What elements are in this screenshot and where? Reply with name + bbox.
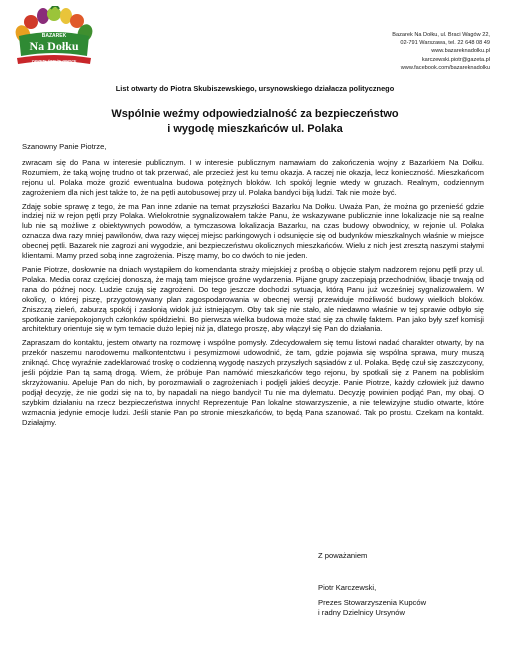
paragraph: Zapraszam do kontaktu, jestem otwarty na rozmowę i wspólne pomysły. Zdecydowałem się temu listowi nadać charakter otwarty, by na przekór naszemu narodowemu malkontentctwu i pesymizmowi udowodnić, że tam, gdzie pojawia się wspólna sprawa, mury muszą zniknąć. Chcę wyraźnie zadeklarować troskę o codzienną wygodę naszych przyszłych sąsiadów z ul. Polaka. Będę czuł się zaszczycony, jeśli pójdzie Pan tą samą drogą. Wiem, że próbuje Pan namówić mieszkańców tego rejonu, by spotkali się z Panem na pobliskim skrzyżowaniu. Apeluje Pan do nich, by porozmawiali o zagrożeniach i podjęli jakieś decyzje. Panie Piotrze, każdy człowiek już dawno podjął decyzję, że nie godzi się na to, by napadali na niego bandyci! Tu nie ma dylematu. Decyzję powinien podjąć Pan, my obaj. O szybkim działaniu na rzecz bezpieczeństwa innych! Reprezentuje Pan lokalne stowarzyszenie, a nie telewizyjne studio otwarte, które wzmacnia jedynie emocje ludzi. Jeśli stanie Pan po stronie mieszkańców, to będą Pana szanować. Tak po prostu. Czekam na kontakt. Działajmy. [22, 338, 484, 427]
letter-body [22, 142, 484, 431]
paragraph: Panie Piotrze, dosłownie na dniach wystąpiłem do komendanta straży miejskiej z prośbą o objęcie stałym nadzorem rejonu pętli przy ul. Polaka. Media coraz częściej donoszą, że mają tam miejsce groźne wydarzenia. Pijane grupy zaczepiają przechodniów, libacje trwają od rana do późnej nocy. Ludzie czują się zagrożeni. Do tego jeszcze dochodzi sytuacja, którą Panu już wcześniej sygnalizowałem. W okolicy, o której piszę, przygotowywany plan zagospodarowania w obecnej wersji przewiduje możliwość budowy wielkich bloków. Zniszczą zieleń, zaburzą spokój i zasłonią widok już istniejącym. Oby tak się nie stało, ale niedawno właśnie w tej sprawie odbyło się spotkanie zaniepokojonych członków spółdzielni. Bo pierwsza wielka budowa może stać się za chwilę faktem. Pan jako były szef komisji architektury orientuje się w tym temacie dużo lepiej niż ja, dlatego proszę, aby włączył się Pan do działania. [22, 264, 484, 334]
logo-top-text: BAZAREK [41, 33, 67, 39]
bazarek-logo [13, 6, 95, 72]
closing-phrase: Z poważaniem [318, 551, 368, 560]
letter-title-line-2: i wygodę mieszkańców ul. Polaka [167, 122, 343, 135]
logo-bottom-text: ZAWSZE ŚWIEŻE OWOCE [31, 59, 77, 64]
logo-name-text: Na Dołku [29, 39, 79, 53]
signer-name: Piotr Karczewski, [318, 582, 377, 592]
contact-city-phone-line: 02-791 Warszawa, tel. 22 648 08 49 [400, 40, 490, 47]
salutation: Szanowny Panie Piotrze, [22, 142, 107, 151]
signer-role-line-1: Prezes Stowarzyszenia Kupców [318, 597, 427, 607]
letter-subject: List otwarty do Piotra Skubiszewskiego, ursynowskiego działacza politycznego [115, 84, 395, 93]
paragraph: zwracam się do Pana w interesie publicznym. I w interesie publicznym namawiam do zakończenia wojny z Bazarkiem Na Dołku. Rozumiem, że taką wojnę trudno ot tak przerwać, ale przecież jest ku temu okazja. A raczej nie okazja, lecz konieczność. Mieszkańcom rejonu ul. Polaka może grozić ewentualna budowa potężnych bloków. Ich spokój legnie wtedy w gruzach. Realnym, codziennym zagrożeniem dla nich jest także to, że na pętli autobusowej przy ul. Polaka bandyci biją ludzi. Tak nie może być. [22, 157, 484, 197]
letter-title-line-1: Wspólnie weźmy odpowiedzialność za bezpieczeństwo [111, 108, 399, 120]
contact-website-link[interactable]: www.bazareknadolku.pl [431, 48, 490, 55]
contact-address-line: Bazarek Na Dołku, ul. Braci Wagów 22, [392, 32, 490, 38]
contact-facebook-link[interactable]: www.facebook.com/bazareknadolku [400, 64, 490, 71]
contact-block [300, 31, 490, 72]
contact-email-link[interactable]: karczewski.piotr@gazeta.pl [421, 56, 490, 63]
paragraph: Zdaję sobie sprawę z tego, że ma Pan inne zdanie na temat przyszłości Bazarku Na Dołku. Uważa Pan, że można go przenieść gdzie indziej niż w rejon pętli przy Polaka. Wielokrotnie sygnalizowałem także Panu, że wskazywane publicznie inne lokalizacje nie są realne lub nie są możliwe z obiektywnych powodów, a tymczasowa lokalizacja Bazarku, na czas budowy obwodnicy, w rejonie ul. Polaka oznacza dwa razy mniej pawilonów, dwa razy więcej miejsc parkingowych i odsunięcie się od budynków mieszkalnych właśnie w miejsce obecnej pętli. Bazarek nie zagrozi ani wygodzie, ani bezpieczeństwu okolicznych mieszkańców. Wielu z nich jest zresztą naszymi stałymi klientami. Mamy przed sobą inne zagrożenia. Piszę mamy, bo co dwóch to nie jeden. [22, 201, 484, 261]
signature-block [318, 551, 426, 618]
letter-title [0, 107, 510, 136]
signer-role-line-2: i radny Dzielnicy Ursynów [318, 607, 405, 617]
